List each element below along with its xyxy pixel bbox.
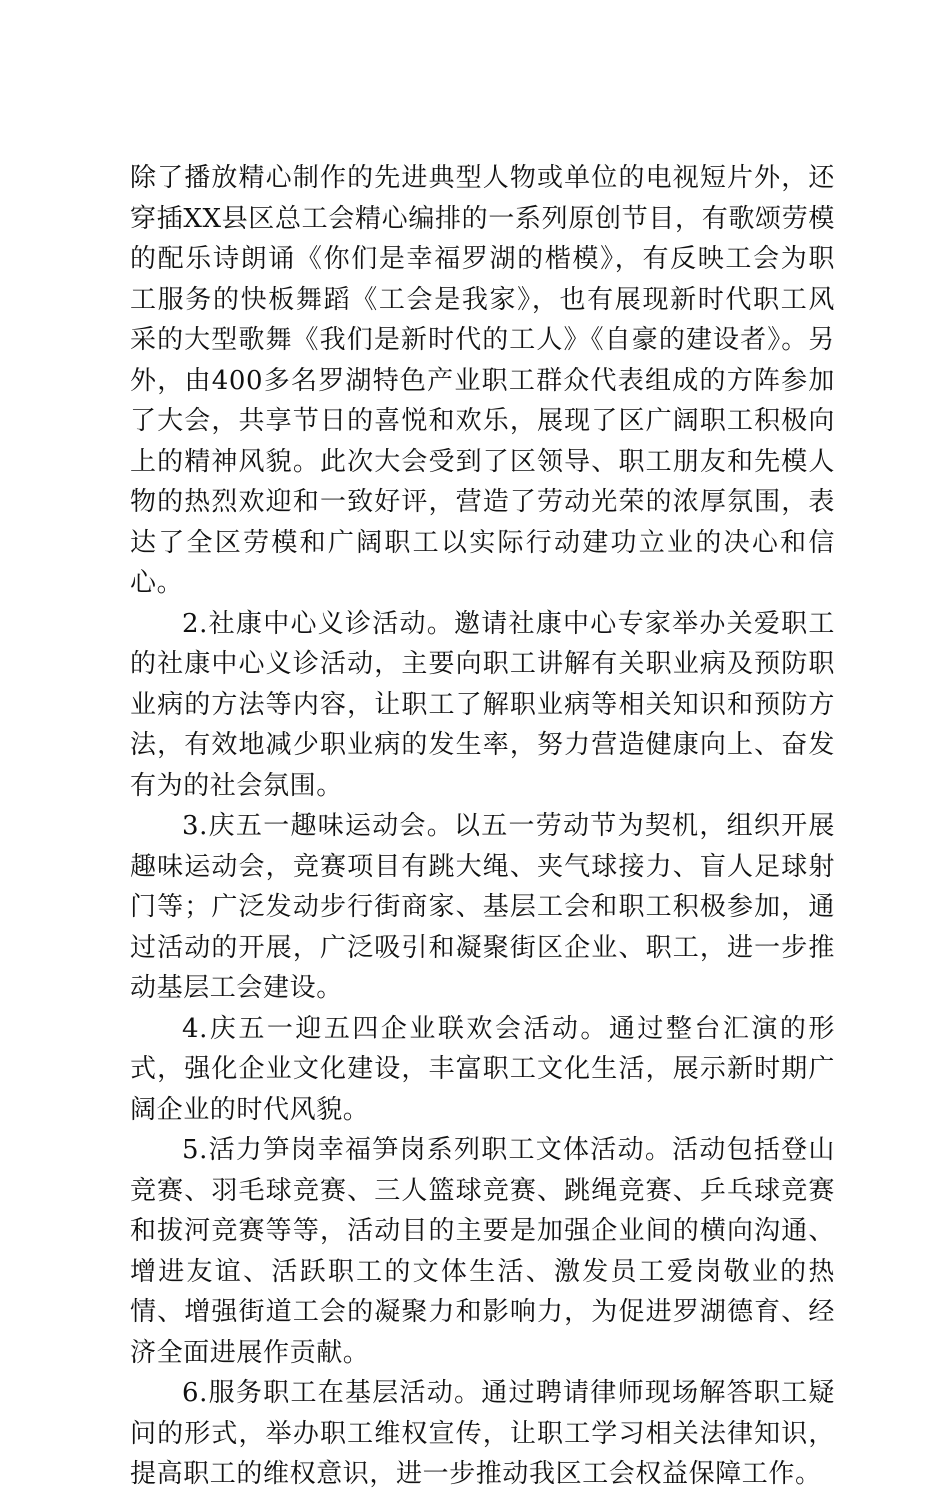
paragraph-item-3: 3.庆五一趣味运动会。以五一劳动节为契机，组织开展趣味运动会，竞赛项目有跳大绳、夹气球接力、盲人足球射门等；广泛发动步行街商家、基层工会和职工积极参加，通过活动的开展，广泛吸引和凝聚街区企业、职工，进一步推动基层工会建设。 (130, 811, 835, 1003)
paragraph-item-5: 5.活力笋岗幸福笋岗系列职工文体活动。活动包括登山竞赛、羽毛球竞赛、三人篮球竞赛、跳绳竞赛、乒乓球竞赛和拔河竞赛等等，活动目的主要是加强企业间的横向沟通、增进友谊、活跃职工的文体生活、激发员工爱岗敬业的热情、增强街道工会的凝聚力和影响力，为促进罗湖德育、经济全面进展作贡献。 (130, 1135, 835, 1368)
paragraph-item-6: 6.服务职工在基层活动。通过聘请律师现场解答职工疑问的形式，举办职工维权宣传，让职工学习相关法律知识，提高职工的维权意识，进一步推动我区工会权益保障工作。 (130, 1378, 835, 1489)
document-body (130, 158, 835, 1495)
paragraph-item-2: 2.社康中心义诊活动。邀请社康中心专家举办关爱职工的社康中心义诊活动，主要向职工讲解有关职业病及预防职业病的方法等内容，让职工了解职业病等相关知识和预防方法，有效地减少职业病的发生率，努力营造健康向上、奋发有为的社会氛围。 (130, 608, 835, 801)
paragraph-item-4: 4.庆五一迎五四企业联欢会活动。通过整台汇演的形式，强化企业文化建设，丰富职工文化生活，展示新时期广阔企业的时代风貌。 (130, 1013, 835, 1125)
paragraph-continuation: 除了播放精心制作的先进典型人物或单位的电视短片外，还穿插XX县区总工会精心编排的一系列原创节目，有歌颂劳模的配乐诗朗诵《你们是幸福罗湖的楷模》，有反映工会为职工服务的快板舞蹈《工会是我家》，也有展现新时代职工风采的大型歌舞《我们是新时代的工人》《自豪的建设者》。另外，由400多名罗湖特色产业职工群众代表组成的方阵参加了大会，共享节日的喜悦和欢乐，展现了区广阔职工积极向上的精神风貌。此次大会受到了区领导、职工朋友和先模人物的热烈欢迎和一致好评，营造了劳动光荣的浓厚氛围，表达了全区劳模和广阔职工以实际行动建功立业的决心和信心。 (130, 163, 835, 598)
